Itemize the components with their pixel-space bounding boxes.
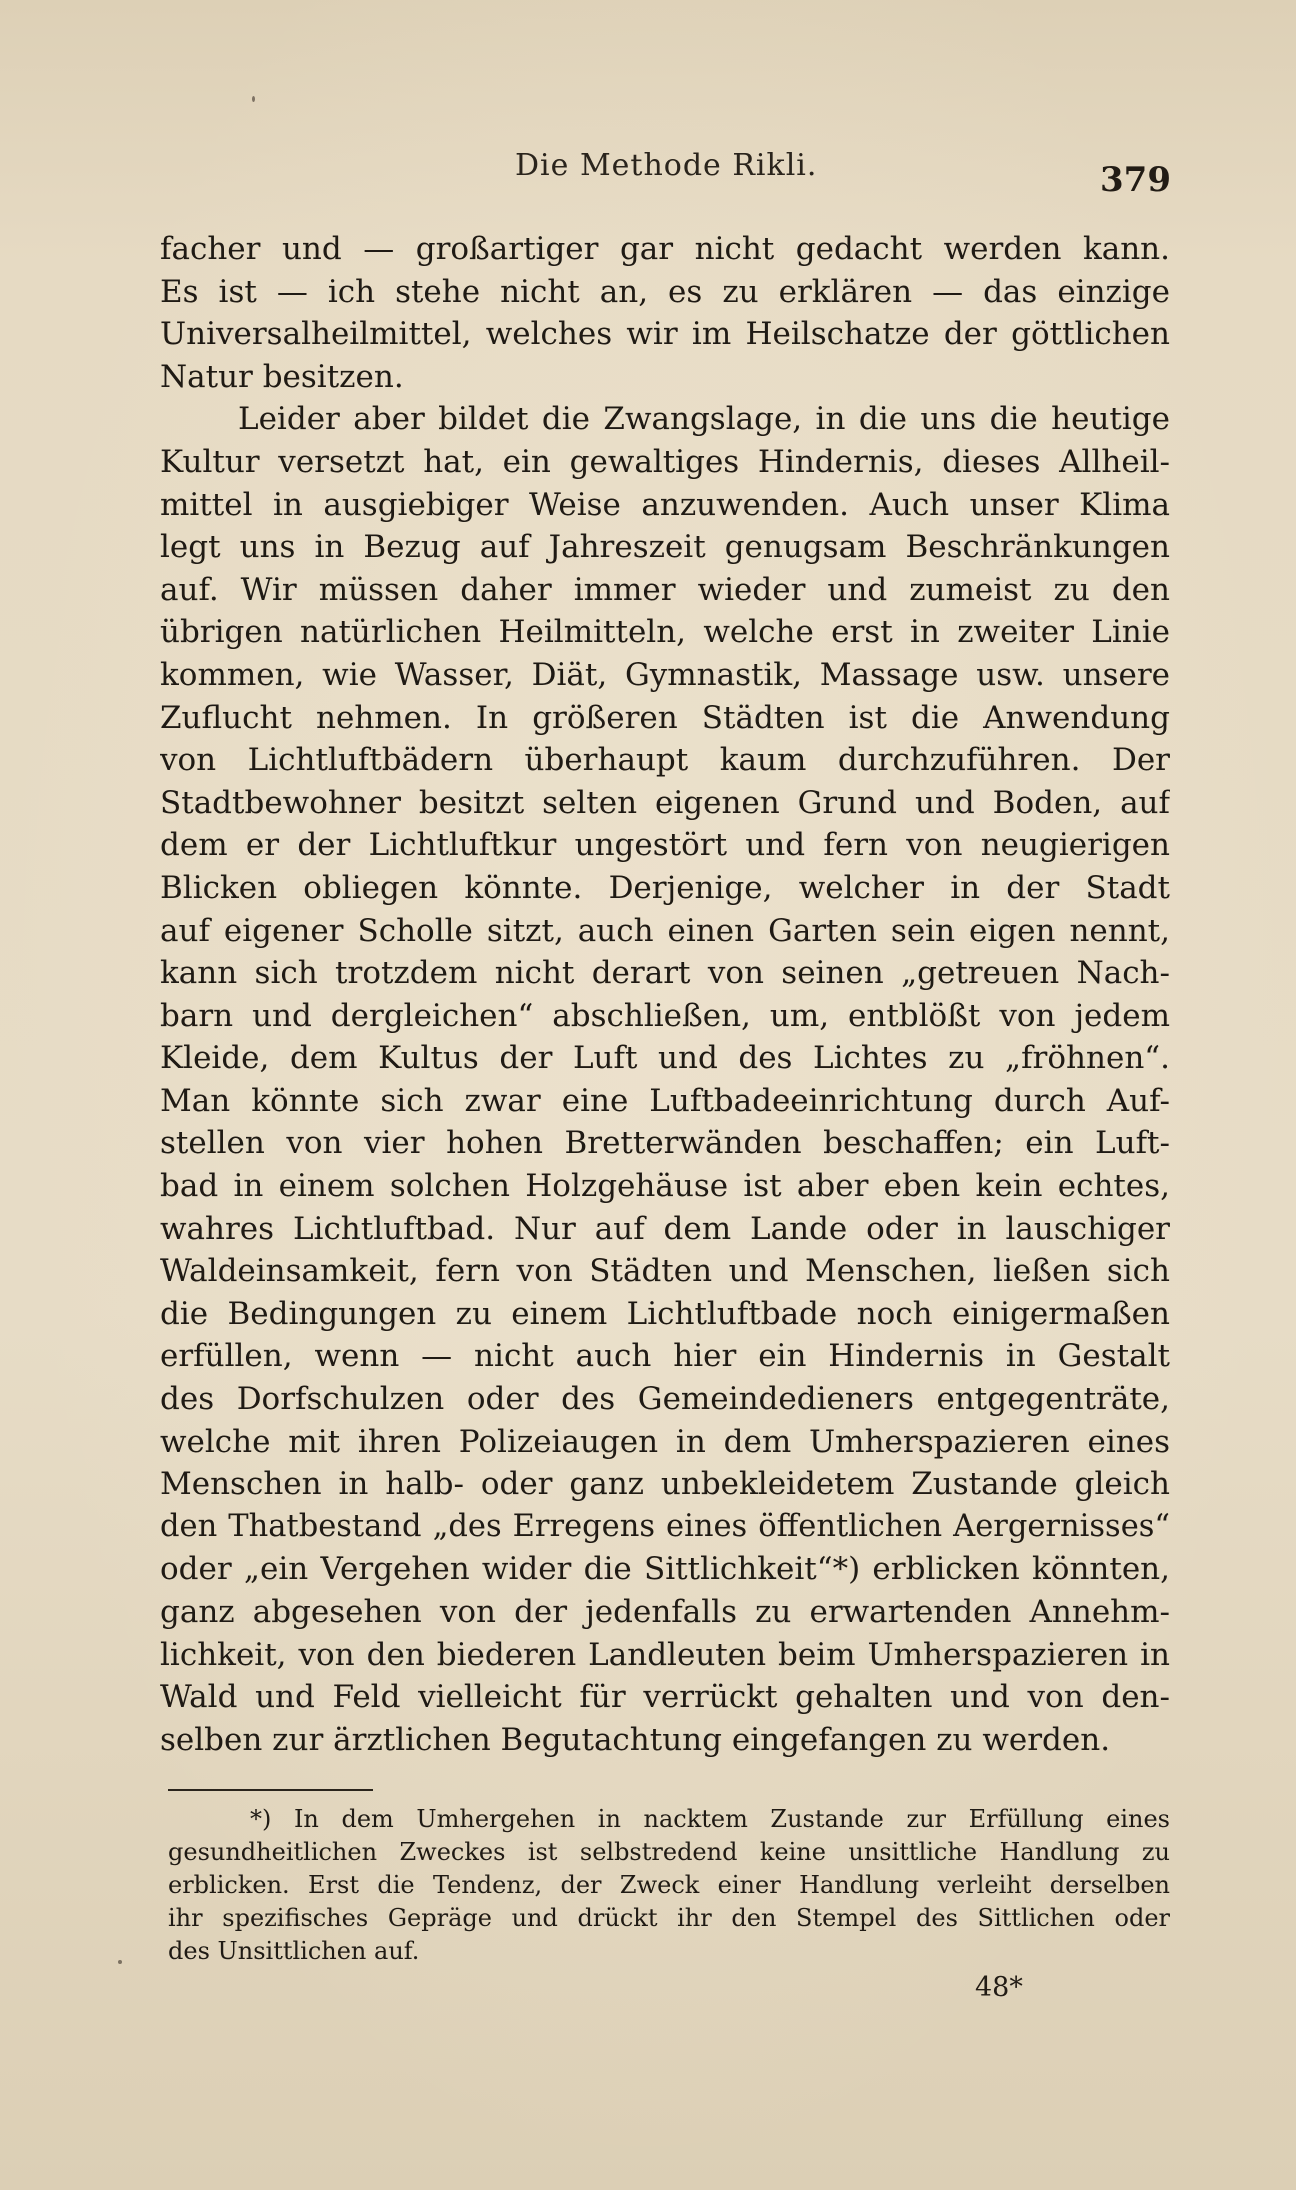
- text-line: auf. Wir müssen daher immer wieder und zumeist zu den: [160, 571, 1170, 608]
- footnote-line: ihr spezifisches Gepräge und drückt ihr den Stempel des Sittlichen oder: [168, 1904, 1170, 1932]
- text-line: des Dorfschulzen oder des Gemeindedieners entgegenträte,: [160, 1381, 1170, 1418]
- text-line: Stadtbewohner besitzt selten eigenen Grund und Boden, auf: [160, 784, 1170, 821]
- text-line: Waldeinsamkeit, fern von Städten und Menschen, ließen sich: [160, 1253, 1170, 1290]
- text-line: welche mit ihren Polizeiaugen in dem Umherspazieren eines: [160, 1423, 1170, 1460]
- text-line: Zuflucht nehmen. In größeren Städten ist die Anwendung: [160, 699, 1170, 736]
- footnote-line: des Unsittlichen auf.: [168, 1937, 420, 1965]
- text-line: Menschen in halb- oder ganz unbekleidetem Zustande gleich: [160, 1466, 1170, 1503]
- text-line: erfüllen, wenn — nicht auch hier ein Hindernis in Gestalt: [160, 1338, 1170, 1375]
- text-line: stellen von vier hohen Bretterwänden beschaffen; ein Luft-: [160, 1125, 1170, 1162]
- text-line: Natur besitzen.: [160, 358, 404, 395]
- text-line: Es ist — ich stehe nicht an, es zu erklären — das einzige: [160, 273, 1170, 310]
- text-line: oder „ein Vergehen wider die Sittlichkeit“*) erblicken könnten,: [160, 1551, 1170, 1588]
- text-line: kann sich trotzdem nicht derart von seinen „getreuen Nach-: [160, 955, 1170, 992]
- text-line: Kultur versetzt hat, ein gewaltiges Hindernis, dieses Allheil-: [160, 443, 1170, 480]
- text-line: bad in einem solchen Holzgehäuse ist aber eben kein echtes,: [160, 1168, 1170, 1205]
- text-line: kommen, wie Wasser, Diät, Gymnastik, Massage usw. unsere: [160, 656, 1170, 693]
- footnote-line: *) In dem Umhergehen in nacktem Zustande zur Erfüllung eines: [250, 1805, 1170, 1833]
- text-line: wahres Lichtluftbad. Nur auf dem Lande oder in lauschiger: [160, 1210, 1170, 1247]
- footnote-rule: [168, 1789, 373, 1791]
- text-line: Leider aber bildet die Zwangslage, in die uns die heutige: [238, 401, 1170, 438]
- body-text: [160, 228, 1170, 1761]
- paper-speck: [252, 96, 255, 102]
- text-line: legt uns in Bezug auf Jahreszeit genugsam Beschränkungen: [160, 529, 1170, 566]
- text-line: lichkeit, von den biederen Landleuten beim Umherspazieren in: [160, 1636, 1170, 1673]
- text-line: ganz abgesehen von der jedenfalls zu erwartenden Annehm-: [160, 1594, 1170, 1630]
- text-line: barn und dergleichen“ abschließen, um, entblößt von jedem: [160, 997, 1170, 1034]
- text-line: dem er der Lichtluftkur ungestört und fern von neugierigen: [160, 827, 1170, 864]
- text-line: Man könnte sich zwar eine Luftbadeeinrichtung durch Auf-: [160, 1082, 1170, 1119]
- footnote: [168, 1803, 1170, 1968]
- text-line: selben zur ärztlichen Begutachtung eingefangen zu werden.: [160, 1721, 1111, 1758]
- footnote-line: gesundheitlichen Zweckes ist selbstredend keine unsittliche Handlung zu: [168, 1838, 1170, 1866]
- signature-mark: 48*: [975, 1972, 1023, 2003]
- text-line: Blicken obliegen könnte. Derjenige, welcher in der Stadt: [160, 869, 1170, 906]
- paper-speck: [118, 1960, 122, 1964]
- text-line: übrigen natürlichen Heilmitteln, welche erst in zweiter Linie: [160, 614, 1170, 651]
- text-line: die Bedingungen zu einem Lichtluftbade noch einigermaßen: [160, 1295, 1170, 1332]
- text-line: facher und — großartiger gar nicht gedacht werden kann.: [160, 231, 1170, 267]
- text-line: Kleide, dem Kultus der Luft und des Lichtes zu „fröhnen“.: [160, 1040, 1170, 1077]
- text-line: auf eigener Scholle sitzt, auch einen Garten sein eigen nennt,: [160, 912, 1170, 949]
- text-line: Wald und Feld vielleicht für verrückt gehalten und von den-: [160, 1679, 1170, 1716]
- text-line: mittel in ausgiebiger Weise anzuwenden. Auch unser Klima: [160, 486, 1170, 523]
- page-number: 379: [1100, 160, 1171, 200]
- footnote-line: erblicken. Erst die Tendenz, der Zweck einer Handlung verleiht derselben: [168, 1871, 1170, 1899]
- running-head: Die Methode Rikli.: [515, 148, 818, 183]
- text-line: den Thatbestand „des Erregens eines öffentlichen Aergernisses“: [160, 1508, 1170, 1544]
- text-line: Universalheilmittel, welches wir im Heilschatze der göttlichen: [160, 316, 1170, 353]
- text-line: von Lichtluftbädern überhaupt kaum durchzuführen. Der: [160, 742, 1170, 779]
